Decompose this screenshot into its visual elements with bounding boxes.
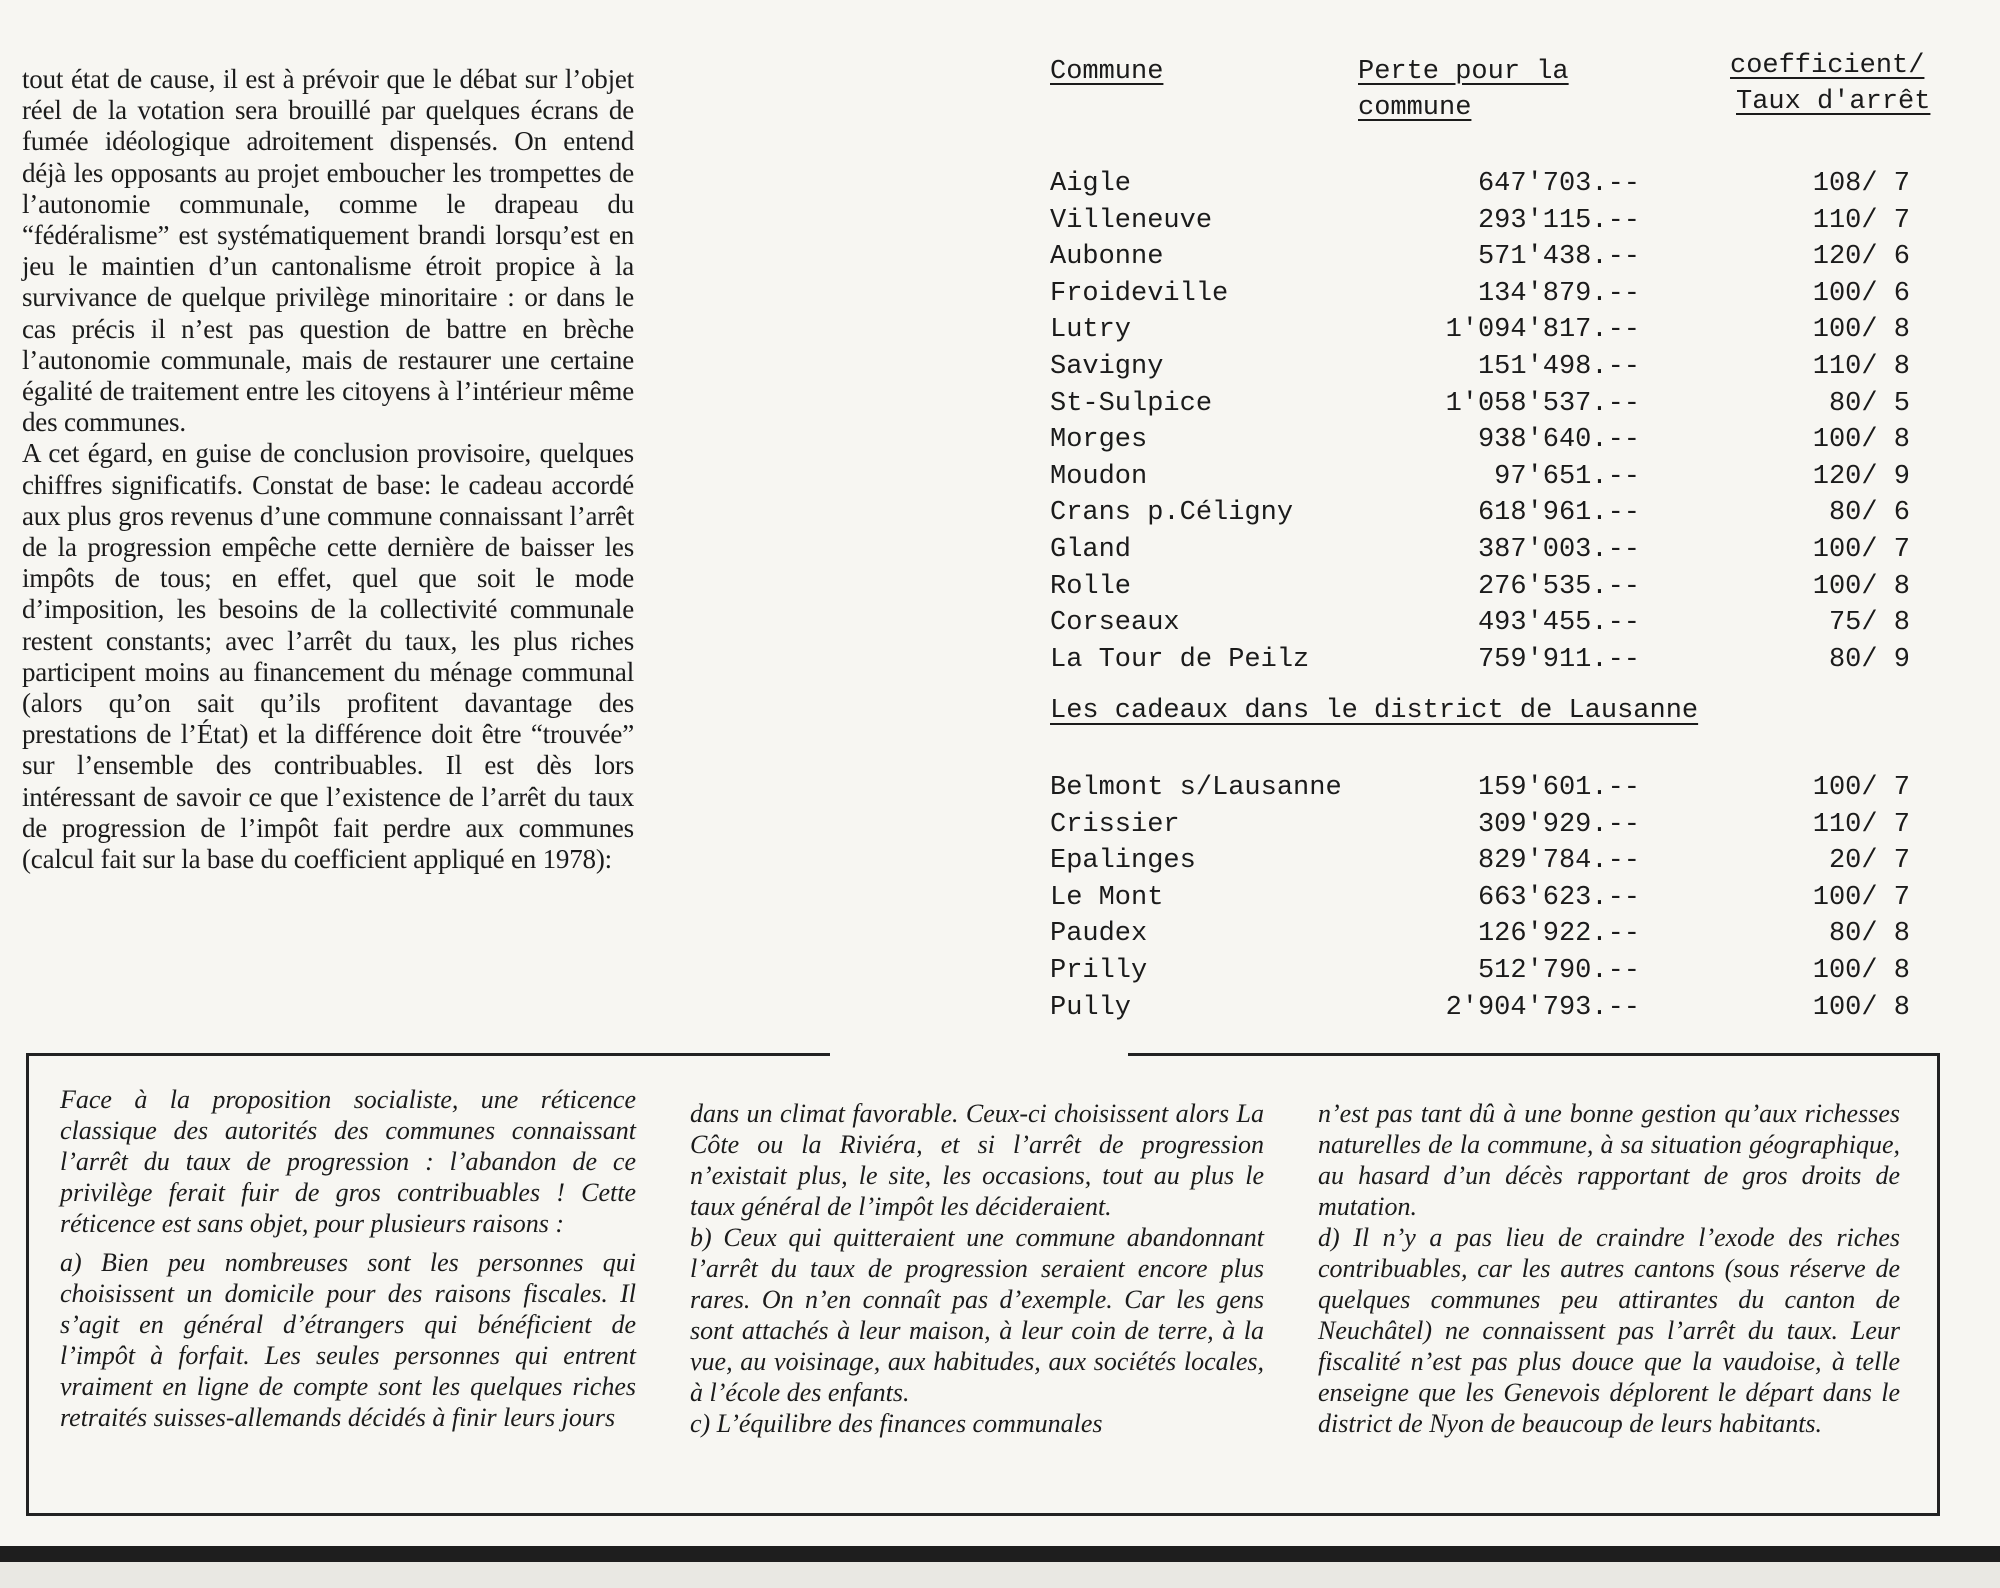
box-col1-paragraph-1: Face à la proposition socialiste, une réticence classique des autorités des communes connaissant l’arrêt du taux de progression : l’abandon de ce privilège ferait fuir de gros contribuables ! Cette réticence est sans objet, pour plusieurs raisons : — [60, 1085, 636, 1238]
cell-coefficient: 100/ 7 — [1812, 773, 1910, 803]
box-column-2 — [690, 1098, 1264, 1439]
cell-commune: Moudon — [1050, 461, 1148, 492]
table-row — [1050, 770, 1920, 807]
cell-coefficient: 120/ 9 — [1812, 461, 1910, 492]
table-row — [1050, 495, 1920, 532]
cell-coefficient: 80/ 8 — [1828, 919, 1910, 950]
table-row — [1050, 532, 1920, 569]
cell-coefficient: 80/ 6 — [1828, 498, 1910, 529]
box-col2-paragraph-1: dans un climat favorable. Ceux-ci choisissent alors La Côte ou la Riviéra, et si l’arrêt de progression n’existait plus, le site, les occasions, tout au plus le taux général de l’impôt les décideraient. — [690, 1099, 1264, 1221]
cell-coefficient: 100/ 8 — [1812, 955, 1910, 986]
cell-commune: Prilly — [1050, 955, 1148, 986]
cell-commune: Rolle — [1050, 571, 1132, 602]
header-coefficient: coefficient/ Taux d'arrêt — [1730, 51, 1931, 117]
cell-coefficient: 110/ 8 — [1812, 351, 1910, 382]
cell-commune: Savigny — [1050, 351, 1164, 382]
cell-perte: 293'115.-- — [1477, 205, 1640, 236]
cell-perte: 159'601.-- — [1477, 773, 1640, 803]
cell-coefficient: 108/ 7 — [1812, 169, 1910, 199]
cell-commune: Froideville — [1050, 278, 1229, 309]
table-row — [1050, 239, 1920, 276]
cell-commune: Paudex — [1050, 919, 1148, 950]
cell-perte: 618'961.-- — [1477, 498, 1640, 529]
cell-perte: 938'640.-- — [1477, 425, 1640, 456]
box-column-1 — [60, 1084, 636, 1433]
table-row — [1050, 203, 1920, 240]
cell-coefficient: 75/ 8 — [1828, 608, 1910, 639]
header-commune: Commune — [1050, 57, 1164, 87]
cell-commune: St-Sulpice — [1050, 388, 1213, 419]
table-row — [1050, 166, 1920, 203]
cell-perte: 759'911.-- — [1477, 644, 1640, 675]
cell-commune: Corseaux — [1050, 608, 1180, 639]
cell-perte: 493'455.-- — [1477, 608, 1640, 639]
table-rows-lausanne — [1050, 770, 1920, 1026]
cell-perte: 276'535.-- — [1477, 571, 1640, 602]
table-row — [1050, 843, 1920, 880]
cell-perte: 512'790.-- — [1477, 955, 1640, 986]
cell-perte: 1'058'537.-- — [1445, 388, 1640, 419]
cell-coefficient: 100/ 8 — [1812, 571, 1910, 602]
cell-perte: 387'003.-- — [1477, 534, 1640, 565]
table-row — [1050, 422, 1920, 459]
cell-perte: 2'904'793.-- — [1445, 992, 1640, 1023]
cell-perte: 663'623.-- — [1477, 882, 1640, 913]
cell-commune: Crissier — [1050, 809, 1180, 840]
cell-commune: Morges — [1050, 425, 1148, 456]
cell-commune: Aigle — [1050, 169, 1132, 199]
table-row — [1050, 312, 1920, 349]
cell-perte: 126'922.-- — [1477, 919, 1640, 950]
table-row — [1050, 569, 1920, 606]
cell-coefficient: 20/ 7 — [1828, 846, 1910, 877]
table-row — [1050, 953, 1920, 990]
cell-perte: 309'929.-- — [1477, 809, 1640, 840]
box-col3-paragraph-1: n’est pas tant dû à une bonne gestion qu’aux richesses naturelles de la commune, à sa situation géographique, au hasard d’un décès rapportant de gros droits de mutation. — [1318, 1099, 1900, 1221]
box-col2-paragraph-3: c) L’équilibre des finances communales — [690, 1409, 1103, 1438]
cell-coefficient: 100/ 7 — [1812, 534, 1910, 565]
cell-coefficient: 110/ 7 — [1812, 205, 1910, 236]
table-row — [1050, 386, 1920, 423]
cell-commune: Epalinges — [1050, 846, 1196, 877]
table-row — [1050, 349, 1920, 386]
cell-commune: La Tour de Peilz — [1050, 644, 1310, 675]
cell-commune: Gland — [1050, 534, 1132, 565]
cell-perte: 829'784.-- — [1477, 846, 1640, 877]
table-row — [1050, 880, 1920, 917]
box-col2-paragraph-2: b) Ceux qui quitteraient une commune abandonnant l’arrêt du taux de progression seraient encore plus rares. On n’en connaît pas d’exemple. Car les gens sont attachés à leur maison, à leur coin de terre, à la vue, au voisinage, aux habitudes, aux sociétés locales, à l’école des enfants. — [690, 1223, 1264, 1407]
table-row — [1050, 276, 1920, 313]
table-row — [1050, 916, 1920, 953]
article-paragraph-2: A cet égard, en guise de conclusion provisoire, quelques chiffres significatifs. Constat de base: le cadeau accordé aux plus gros revenus d’une commune connaissant l’arrêt de la progression empêche cette dernière de baisser les impôts de tous; en effet, quel que soit le mode d’imposition, les besoins de la collectivité communale restent constants; avec l’arrêt du taux, les plus riches participent moins au financement du ménage communal (alors qu’on sait qu’ils profitent davantage des prestations de l’État) et la différence doit être “trouvée” sur l’ensemble des contribuables. Il est dès lors intéressant de savoir ce que l’existence de l’arrêt du taux de progression de l’impôt fait perdre aux communes (calcul fait sur la base du coefficient appliqué en 1978): — [22, 438, 634, 875]
cell-coefficient: 100/ 6 — [1812, 278, 1910, 309]
cell-perte: 134'879.-- — [1477, 278, 1640, 309]
table-row — [1050, 807, 1920, 844]
cell-perte: 151'498.-- — [1477, 351, 1640, 382]
cell-coefficient: 120/ 6 — [1812, 242, 1910, 273]
table-row — [1050, 459, 1920, 496]
box-column-3 — [1318, 1098, 1900, 1439]
cell-coefficient: 110/ 7 — [1812, 809, 1910, 840]
cell-coefficient: 80/ 5 — [1828, 388, 1910, 419]
table-row — [1050, 642, 1920, 679]
article-text-column — [22, 64, 634, 875]
subheading-lausanne: Les cadeaux dans le district de Lausanne — [1050, 696, 1699, 726]
cell-commune: Crans p.Céligny — [1050, 498, 1294, 529]
cell-commune: Belmont s/Lausanne — [1050, 773, 1342, 803]
cell-coefficient: 80/ 9 — [1828, 644, 1910, 675]
cell-commune: Pully — [1050, 992, 1132, 1023]
cell-coefficient: 100/ 7 — [1812, 882, 1910, 913]
table-rows-main — [1050, 166, 1920, 678]
cell-perte: 1'094'817.-- — [1445, 315, 1640, 346]
cell-perte: 97'651.-- — [1494, 461, 1640, 492]
page-bottom-margin — [0, 1562, 2000, 1588]
cell-perte: 647'703.-- — [1477, 169, 1640, 199]
cell-commune: Aubonne — [1050, 242, 1164, 273]
page-bottom-edge — [0, 1546, 2000, 1562]
cell-commune: Le Mont — [1050, 882, 1164, 913]
cell-commune: Villeneuve — [1050, 205, 1213, 236]
table-row — [1050, 605, 1920, 642]
cell-coefficient: 100/ 8 — [1812, 315, 1910, 346]
article-paragraph-1: tout état de cause, il est à prévoir que le débat sur l’objet réel de la votation sera brouillé par quelques écrans de fumée idéologique adroitement dispensés. On entend déjà les opposants au projet emboucher les trompettes de l’autonomie communale, comme le drapeau du “fédéralisme” est systématiquement brandi lorsqu’est en jeu le maintien d’un cantonalisme étroit propice à la survivance de quelque privilège minoritaire : or dans le cas précis il n’est pas question de battre en brèche l’autonomie communale, mais de restaurer une certaine égalité de traitement entre les citoyens à l’intérieur même des communes. — [22, 64, 634, 438]
box-col3-paragraph-2: d) Il n’y a pas lieu de craindre l’exode des riches contribuables, car les autres cantons (sous réserve de quelques communes peu attirantes du canton de Neuchâtel) ne connaissent pas l’arrêt du taux. Leur fiscalité n’est pas plus douce que la vaudoise, à telle enseigne que les Genevois déplorent le départ dans le district de Nyon de beaucoup de leurs habitants. — [1318, 1223, 1900, 1438]
cell-perte: 571'438.-- — [1477, 242, 1640, 273]
cell-coefficient: 100/ 8 — [1812, 425, 1910, 456]
cell-coefficient: 100/ 8 — [1812, 992, 1910, 1023]
cell-commune: Lutry — [1050, 315, 1132, 346]
header-perte: Perte pour la commune — [1358, 57, 1569, 123]
table-row — [1050, 990, 1920, 1027]
box-col1-paragraph-2: a) Bien peu nombreuses sont les personnes qui choisissent un domicile pour des raisons fiscales. Il s’agit en général d’étrangers qui bénéficient de l’impôt à forfait. Les seules personnes qui entrent vraiment en ligne de compte sont les quelques riches retraités suisses-allemands décidés à finir leurs jours — [60, 1248, 636, 1432]
